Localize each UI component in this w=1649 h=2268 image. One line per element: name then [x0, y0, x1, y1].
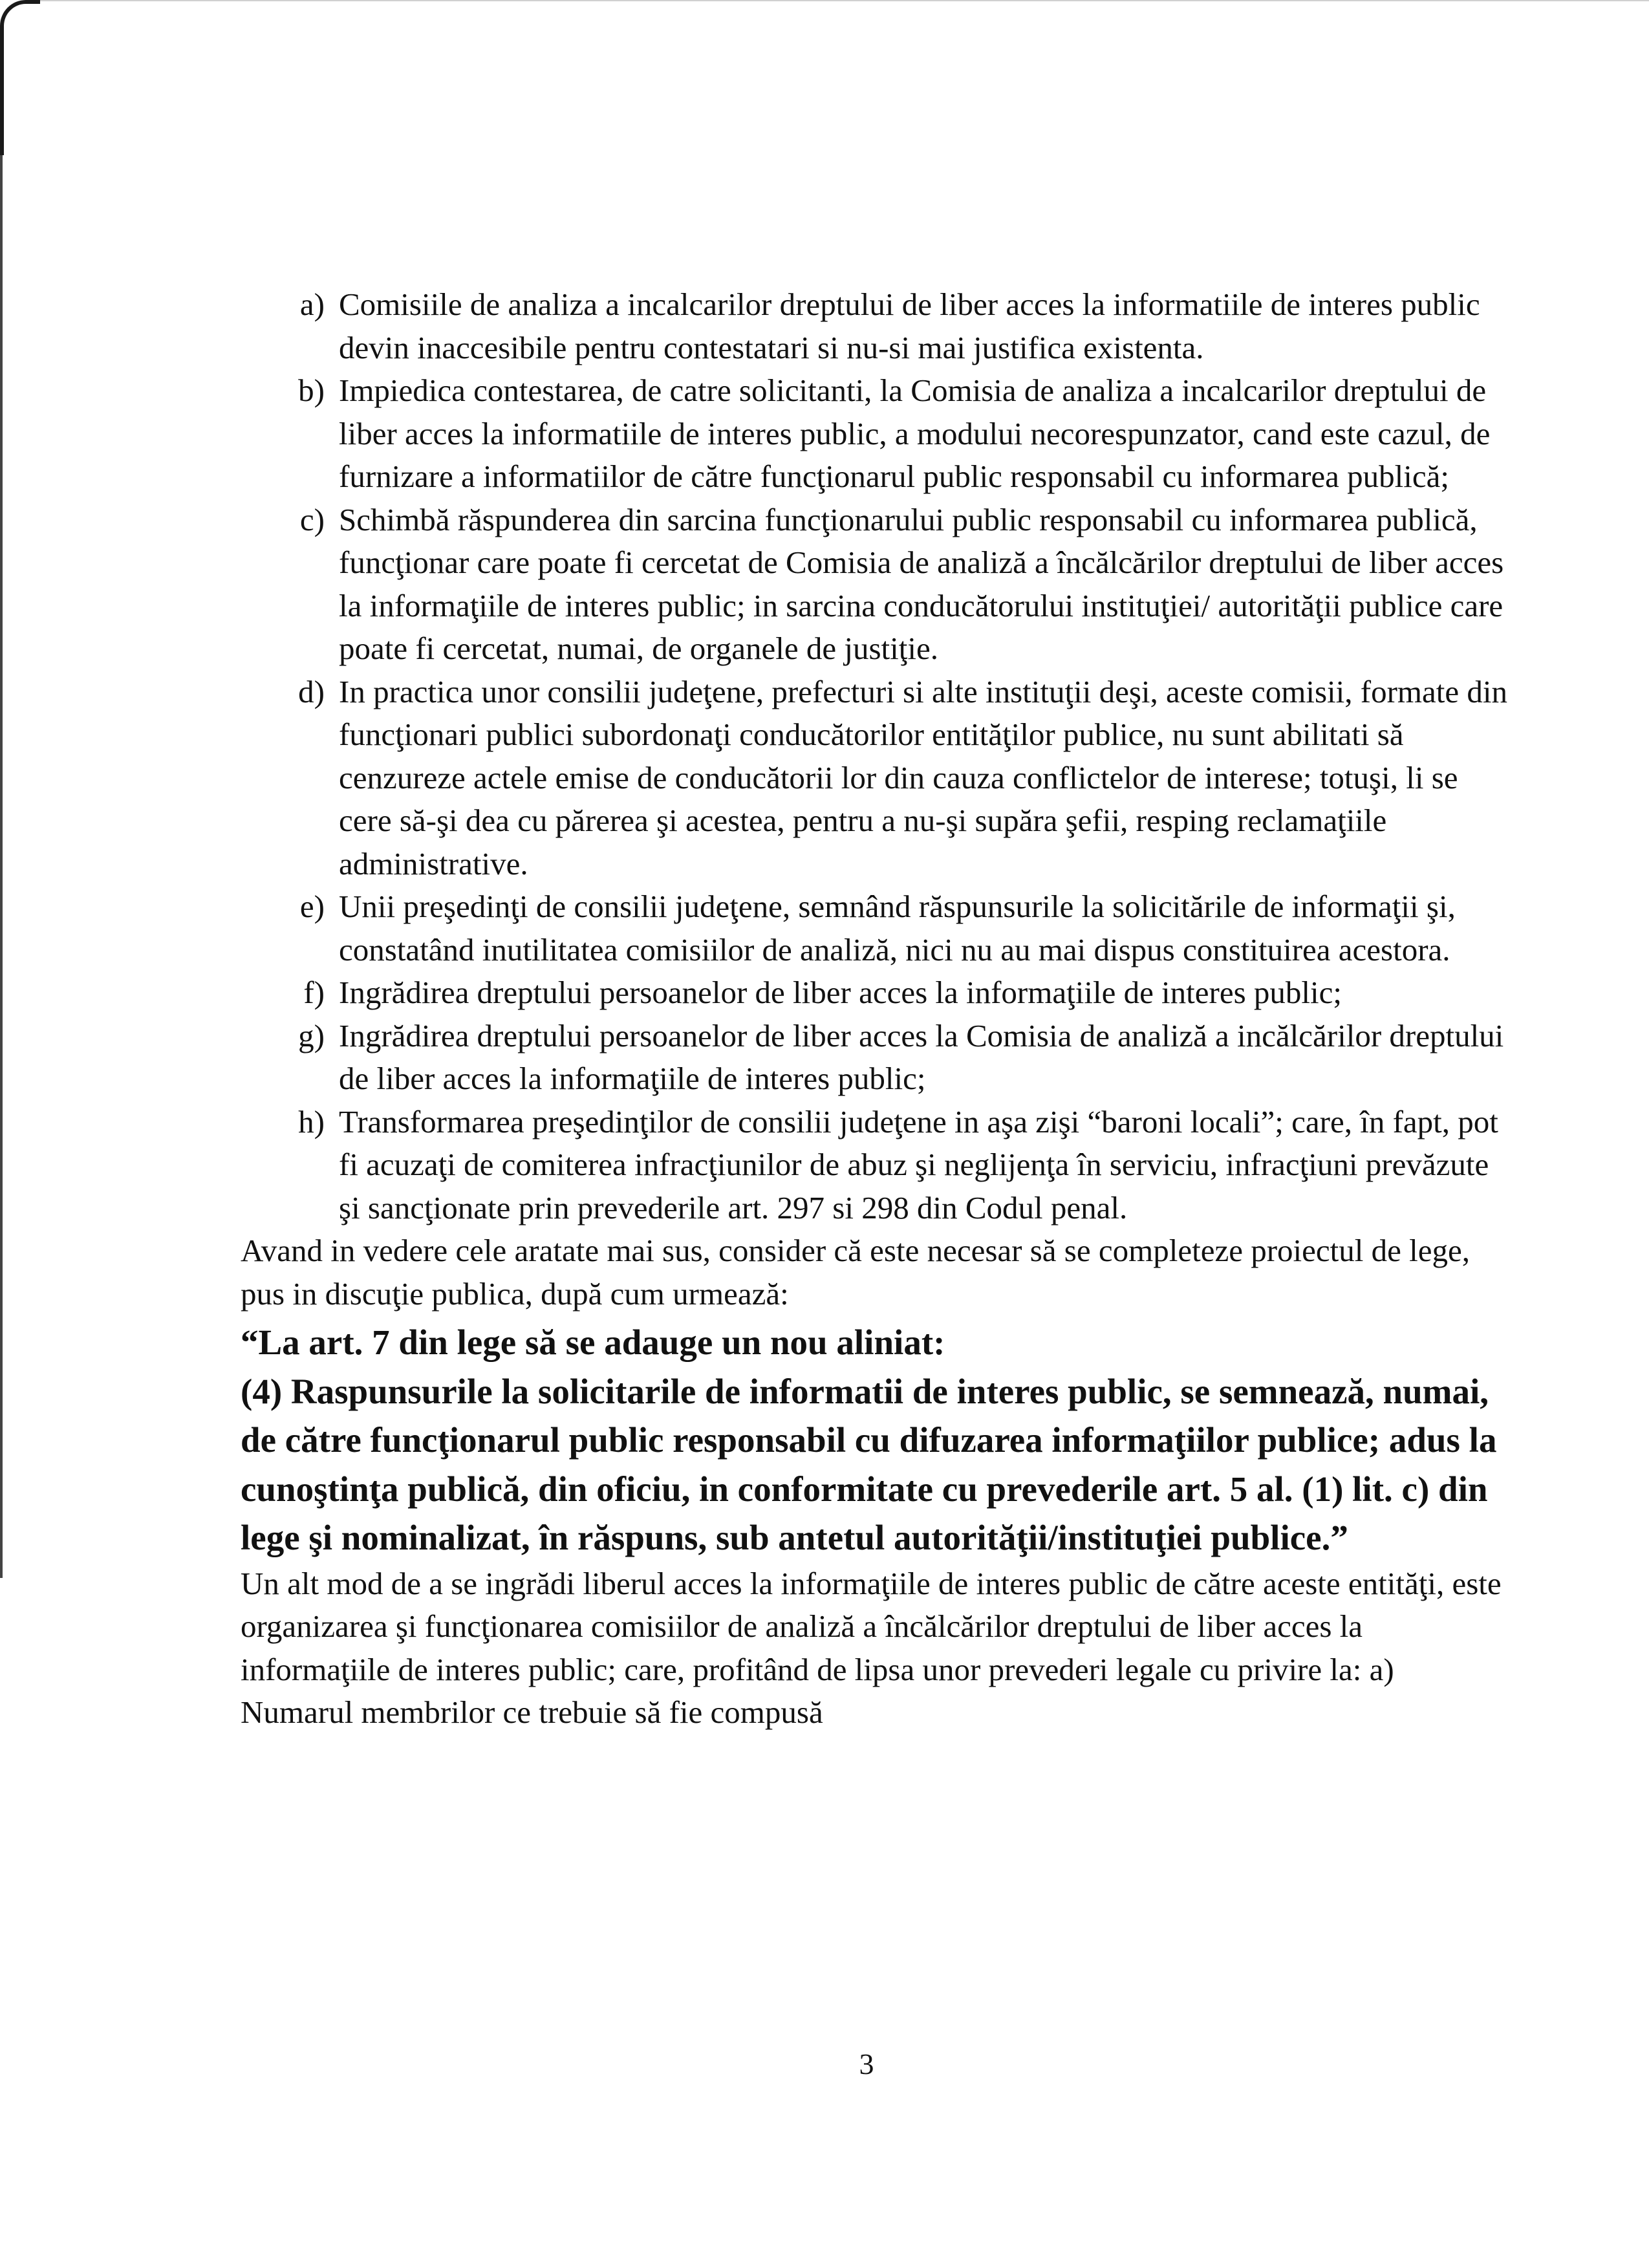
list-item-text: Impiedica contestarea, de catre solicitanti, la Comisia de analiza a incalcarilor dreptului de liber acces la informatiile de interes public, a modului necorespunzator, cand este cazul, de furnizare a informatiilor de către funcţionarul public responsabil cu informarea publică; [339, 373, 1491, 494]
list-item [241, 369, 1508, 499]
intro-paragraph: Avand in vedere cele aratate mai sus, consider că este necesar să se completeze proiectul de lege, pus in discuţie publica, după cum urmează: [241, 1233, 1470, 1312]
list-item [241, 499, 1508, 671]
scan-border-corner [0, 0, 40, 155]
list-item [241, 283, 1508, 369]
list-item [241, 1015, 1508, 1101]
list-item-text: Ingrădirea dreptului persoanelor de liber acces la Comisia de analiză a incălcărilor dreptului de liber acces la informaţiile de interes public; [339, 1017, 1504, 1096]
list-item [241, 1101, 1508, 1230]
consequences-list [241, 283, 1508, 1229]
list-item-text: Transformarea preşedinţilor de consilii judeţene in aşa zişi “baroni locali”; care, în fapt, pot fi acuzaţi de comiterea infracţiunilor de abuz şi neglijenţa în serviciu, infracţiuni prevăzute şi sancţionate prin prevederile art. 297 si 298 din Codul penal. [339, 1103, 1498, 1226]
list-item-text: In practica unor consilii judeţene, prefecturi si alte instituţii deşi, aceste comisii, formate din funcţionari publici subordonaţi conducătorilor entităţilor publice, nu sunt abilitati să cenzureze actele emise de conducătorii lor din cauza conflictelor de interese; totuşi, li se cere să-şi dea cu părerea şi acestea, pentru a nu-şi supăra şefii, resping reclamaţiile administrative. [339, 673, 1507, 881]
list-item-text: Comisiile de analiza a incalcarilor dreptului de liber acces la informatiile de interes public devin inaccesibile pentru contestatari si nu-si mai justifica existenta. [339, 286, 1480, 365]
list-marker: g) [298, 1017, 325, 1053]
scan-border-top [40, 0, 1649, 1]
list-item [241, 671, 1508, 886]
legislative-proposal [241, 1318, 1508, 1562]
list-marker: e) [299, 889, 325, 924]
proposal-heading: “La art. 7 din lege să se adauge un nou aliniat: [241, 1323, 945, 1362]
list-marker: c) [299, 501, 325, 537]
list-item [241, 971, 1508, 1015]
proposal-text: (4) Raspunsurile la solicitarile de informatii de interes public, se semnează, numai, de către funcţionarul public responsabil cu difuzarea informaţiilor publice; adus la cunoştinţa publică, din oficiu, in conformitate cu prevederile art. 5 al. (1) lit. c) din lege şi nominalizat, în răspuns, sub antetul autorităţii/instituţiei publice.” [241, 1371, 1497, 1557]
page-number: 3 [859, 2047, 874, 2080]
list-marker: b) [298, 373, 325, 408]
list-marker: f) [303, 975, 325, 1010]
list-marker: d) [298, 673, 325, 709]
document-body [241, 283, 1508, 1734]
scan-border-left [0, 155, 3, 1578]
list-item-text: Schimbă răspunderea din sarcina funcţionarului public responsabil cu informarea publică, funcţionar care poate fi cercetat de Comisia de analiză a încălcărilor dreptului de liber acces la informaţiile de interes public; in sarcina conducătorului instituţiei/ autorităţii publice care poate fi cercetat, numai, de organele de justiţie. [339, 501, 1504, 666]
list-item-text: Ingrădirea dreptului persoanelor de liber acces la informaţiile de interes public; [339, 975, 1342, 1010]
list-marker: a) [299, 286, 325, 322]
list-item [241, 885, 1508, 971]
list-marker: h) [298, 1103, 325, 1139]
closing-paragraph: Un alt mod de a se ingrădi liberul acces la informaţiile de interes public de către aceste entităţi, este organizarea şi funcţionarea comisiilor de analiză a încălcărilor dreptului de liber acces la informaţiile de interes public; care, profitând de lipsa unor prevederi legale cu privire la: a) Numarul membrilor ce trebuie să fie compusă [241, 1565, 1502, 1730]
list-item-text: Unii preşedinţi de consilii judeţene, semnând răspunsurile la solicitările de informaţii şi, constatând inutilitatea comisiilor de analiză, nici nu au mai dispus constituirea acestora. [339, 889, 1456, 967]
